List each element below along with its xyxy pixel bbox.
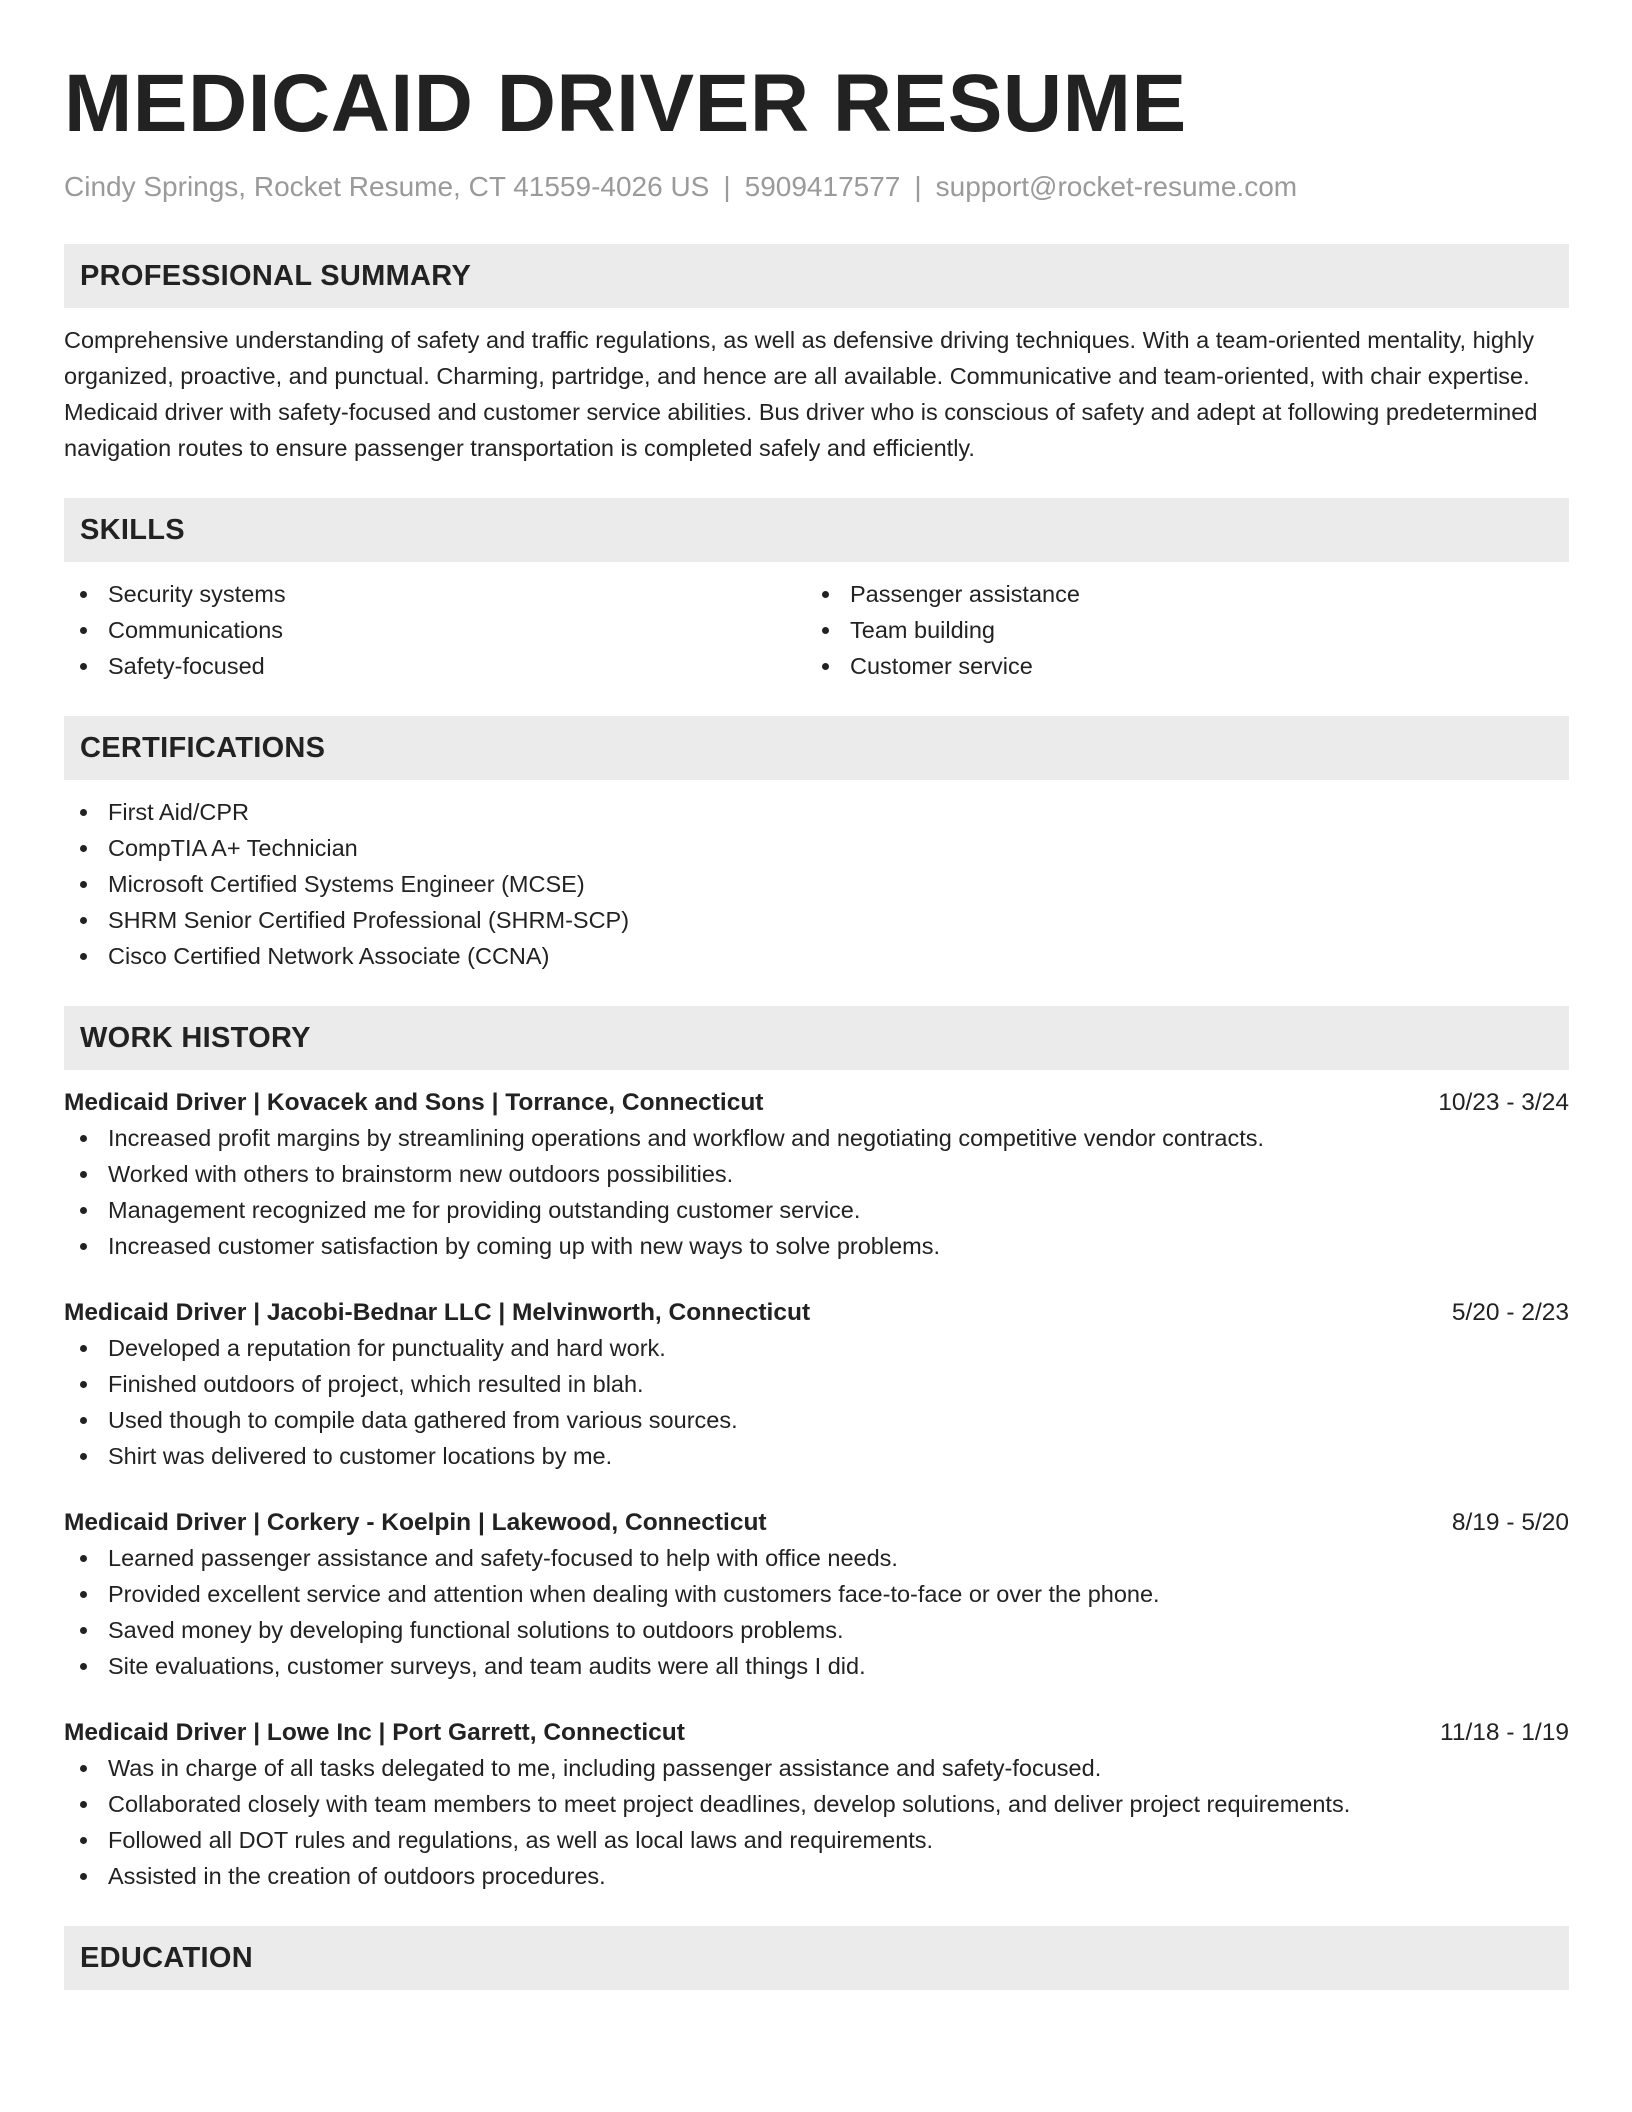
summary-text: Comprehensive understanding of safety and traffic regulations, as well as defensive driving techniques. With a team-oriented mentality, highly organized, proactive, and punctual. Charming, partridge, and hence are all available. Communicative and team-oriented, with chair expertise. Medicaid driver with safety-focused and customer service abilities. Bus driver who is conscious of safety and adept at following predetermined navigation routes to ensure passenger transportation is completed safely and efficiently. (64, 327, 1538, 461)
job-bullet-text: Increased profit margins by streamlining operations and workflow and negotiating competitive vendor contracts. (108, 1125, 1265, 1151)
job-bullet-text: Saved money by developing functional solutions to outdoors problems. (108, 1617, 844, 1643)
job-bullet-text: Provided excellent service and attention when dealing with customers face-to-face or over the phone. (108, 1581, 1160, 1607)
skill-label: Security systems (108, 581, 286, 607)
bullet-icon (80, 1345, 87, 1352)
job-dates: 8/19 - 5/20 (1451, 1509, 1569, 1536)
bullet-icon (80, 917, 87, 924)
list-item (64, 1228, 1569, 1264)
skills-column-right (806, 576, 1548, 684)
certification-label: CompTIA A+ Technician (108, 835, 358, 861)
job-bullet-text: Shirt was delivered to customer locations by me. (108, 1443, 613, 1469)
job-bullets (64, 1330, 1569, 1474)
job-bullets (64, 1540, 1569, 1684)
list-item (64, 612, 806, 648)
bullet-icon (80, 1591, 87, 1598)
skill-label: Communications (108, 617, 284, 643)
bullet-icon (80, 809, 87, 816)
skills-grid (64, 576, 1569, 684)
job-bullet-text: Learned passenger assistance and safety-focused to help with office needs. (108, 1545, 898, 1571)
bullet-icon (822, 663, 829, 670)
bullet-icon (80, 1627, 87, 1634)
list-item (64, 1438, 1569, 1474)
job-bullet-text: Finished outdoors of project, which resulted in blah. (108, 1371, 644, 1397)
job-title: Medicaid Driver | Kovacek and Sons | Torrance, Connecticut (64, 1089, 764, 1116)
job-title: Medicaid Driver | Corkery - Koelpin | Lakewood, Connecticut (64, 1509, 767, 1536)
bullet-icon (80, 627, 87, 634)
job-bullets (64, 1750, 1569, 1894)
list-item (64, 1540, 1569, 1576)
skill-label: Safety-focused (108, 653, 265, 679)
bullet-icon (822, 591, 829, 598)
list-item (64, 1576, 1569, 1612)
skills-column-left (64, 576, 806, 684)
bullet-icon (80, 1381, 87, 1388)
job-entry (64, 1296, 1569, 1474)
section-heading-skills: SKILLS (64, 498, 1569, 562)
job-dates: 10/23 - 3/24 (1438, 1089, 1569, 1116)
job-bullet-text: Increased customer satisfaction by coming up with new ways to solve problems. (108, 1233, 941, 1259)
certifications-list (64, 794, 1569, 974)
bullet-icon (80, 1207, 87, 1214)
bullet-icon (80, 1873, 87, 1880)
job-bullets (64, 1120, 1569, 1264)
job-bullet-text: Site evaluations, customer surveys, and team audits were all things I did. (108, 1653, 866, 1679)
job-title: Medicaid Driver | Jacobi-Bednar LLC | Melvinworth, Connecticut (64, 1299, 811, 1326)
skill-label: Passenger assistance (850, 581, 1080, 607)
certification-label: First Aid/CPR (108, 799, 250, 825)
bullet-icon (80, 881, 87, 888)
bullet-icon (822, 627, 829, 634)
bullet-icon (80, 663, 87, 670)
list-item (64, 1822, 1569, 1858)
bullet-icon (80, 1171, 87, 1178)
bullet-icon (80, 1417, 87, 1424)
job-bullet-text: Developed a reputation for punctuality and hard work. (108, 1335, 666, 1361)
bullet-icon (80, 1135, 87, 1142)
job-bullet-text: Assisted in the creation of outdoors procedures. (108, 1863, 606, 1889)
resume-page (64, 0, 1569, 1990)
skill-label: Team building (850, 617, 996, 643)
list-item (64, 1402, 1569, 1438)
bullet-icon (80, 591, 87, 598)
list-item (64, 1366, 1569, 1402)
list-item (64, 1120, 1569, 1156)
summary-section (64, 244, 1569, 466)
education-section (64, 1926, 1569, 1990)
skill-label: Customer service (850, 653, 1033, 679)
list-item (64, 1648, 1569, 1684)
job-header (64, 1716, 1569, 1750)
certification-label: Microsoft Certified Systems Engineer (MCSE) (108, 871, 585, 897)
section-heading-education: EDUCATION (64, 1926, 1569, 1990)
job-bullet-text: Followed all DOT rules and regulations, as well as local laws and requirements. (108, 1827, 934, 1853)
work-history-section (64, 1006, 1569, 1894)
list-item (806, 612, 1548, 648)
contact-phone: 5909417577 (744, 171, 901, 202)
list-item (806, 576, 1548, 612)
bullet-icon (80, 1453, 87, 1460)
section-heading-certifications: CERTIFICATIONS (64, 716, 1569, 780)
job-bullet-text: Worked with others to brainstorm new outdoors possibilities. (108, 1161, 734, 1187)
job-header (64, 1296, 1569, 1330)
list-item (64, 1858, 1569, 1894)
job-entry (64, 1086, 1569, 1264)
bullet-icon (80, 1765, 87, 1772)
job-dates: 5/20 - 2/23 (1451, 1299, 1569, 1326)
list-item (64, 830, 1569, 866)
job-entry (64, 1506, 1569, 1684)
bullet-icon (80, 1663, 87, 1670)
skills-section (64, 498, 1569, 684)
job-header (64, 1506, 1569, 1540)
job-bullet-text: Collaborated closely with team members to meet project deadlines, develop solutions, and deliver project requirements. (108, 1791, 1351, 1817)
job-bullet-text: Management recognized me for providing outstanding customer service. (108, 1197, 861, 1223)
contact-separator: | (723, 171, 731, 202)
bullet-icon (80, 845, 87, 852)
list-item (64, 1612, 1569, 1648)
certifications-section (64, 716, 1569, 974)
contact-line (64, 170, 1569, 204)
certification-label: SHRM Senior Certified Professional (SHRM-SCP) (108, 907, 630, 933)
bullet-icon (80, 953, 87, 960)
list-item (64, 794, 1569, 830)
contact-separator: | (914, 171, 922, 202)
resume-title: MEDICAID DRIVER RESUME (64, 58, 1187, 149)
list-item (64, 648, 806, 684)
list-item (64, 1330, 1569, 1366)
job-title: Medicaid Driver | Lowe Inc | Port Garrett, Connecticut (64, 1719, 685, 1746)
bullet-icon (80, 1837, 87, 1844)
list-item (64, 1750, 1569, 1786)
section-heading-summary: PROFESSIONAL SUMMARY (64, 244, 1569, 308)
list-item (64, 1192, 1569, 1228)
bullet-icon (80, 1555, 87, 1562)
job-header (64, 1086, 1569, 1120)
list-item (806, 648, 1548, 684)
certification-label: Cisco Certified Network Associate (CCNA) (108, 943, 550, 969)
job-dates: 11/18 - 1/19 (1440, 1719, 1569, 1746)
list-item (64, 1156, 1569, 1192)
list-item (64, 576, 806, 612)
contact-email: support@rocket-resume.com (935, 171, 1298, 202)
contact-address: Cindy Springs, Rocket Resume, CT 41559-4026 US (64, 171, 710, 202)
job-bullet-text: Used though to compile data gathered from various sources. (108, 1407, 738, 1433)
list-item (64, 902, 1569, 938)
job-bullet-text: Was in charge of all tasks delegated to me, including passenger assistance and safety-focused. (108, 1755, 1102, 1781)
bullet-icon (80, 1243, 87, 1250)
job-entry (64, 1716, 1569, 1894)
list-item (64, 1786, 1569, 1822)
bullet-icon (80, 1801, 87, 1808)
section-heading-work-history: WORK HISTORY (64, 1006, 1569, 1070)
list-item (64, 938, 1569, 974)
list-item (64, 866, 1569, 902)
